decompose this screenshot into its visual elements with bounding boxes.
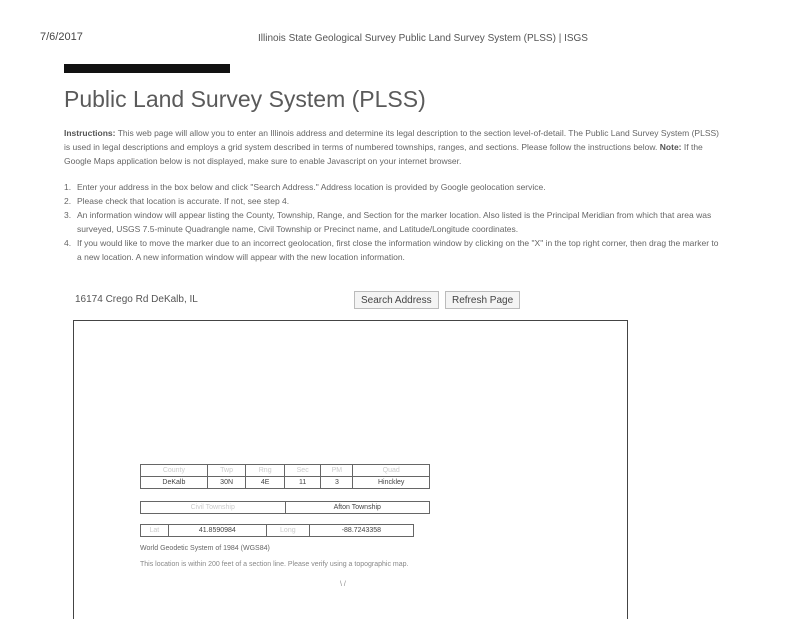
county-value: DeKalb [141, 477, 208, 489]
county-header: County [141, 465, 208, 477]
list-item [64, 180, 724, 194]
meridian-value: 3 [321, 477, 353, 489]
township-header: Twp [207, 465, 246, 477]
datum-text: World Geodetic System of 1984 (WGS84) [140, 545, 270, 552]
note-label: Note: [657, 142, 682, 152]
instructions-text: This web page will allow you to enter an Illinois address and determine its legal description to the section level-of-detail. The Public Land Survey System (PLSS) is used in legal descriptions and employs a grid system described in terms of numbered townships, ranges, and sections. Please follow the instructions below. [64, 128, 719, 152]
table-row [141, 465, 430, 477]
plss-table [140, 464, 430, 489]
civil-township-label: Civil Township [141, 502, 286, 514]
step-number: 4. [64, 238, 72, 248]
quad-header: Quad [353, 465, 430, 477]
page-title: Public Land Survey System (PLSS) [64, 86, 426, 112]
list-item [64, 208, 724, 236]
instruction-steps [64, 180, 724, 264]
quad-value: Hinckley [353, 477, 430, 489]
list-item [64, 194, 724, 208]
civil-township-value: Afton Township [285, 502, 430, 514]
coordinates-table [140, 524, 414, 537]
note-text: If the Google Maps application below is not displayed, make sure to enable Javascript on your internet browser. [64, 142, 703, 166]
range-value: 4E [246, 477, 285, 489]
latitude-label: Lat [141, 525, 169, 537]
table-row [141, 502, 430, 514]
step-text: If you would like to move the marker due to an incorrect geolocation, first close the information window by clicking on the "X" in the top right corner, then drag the marker to a new location. A new information window will appear with the new location information. [77, 238, 719, 262]
table-row [141, 525, 414, 537]
map-marker-icon[interactable]: \ / [340, 581, 346, 588]
longitude-label: Long [266, 525, 309, 537]
refresh-page-button[interactable]: Refresh Page [445, 291, 520, 309]
meridian-header: PM [321, 465, 353, 477]
range-header: Rng [246, 465, 285, 477]
redaction-bar [64, 64, 230, 73]
section-line-note: This location is within 200 feet of a section line. Please verify using a topographic map. [140, 561, 409, 568]
step-text: Please check that location is accurate. If not, see step 4. [77, 196, 290, 206]
print-date: 7/6/2017 [40, 31, 83, 43]
instructions-paragraph [64, 126, 724, 168]
step-number: 1. [64, 182, 72, 192]
instructions-label: Instructions: [64, 128, 116, 138]
print-page-title: Illinois State Geological Survey Public Land Survey System (PLSS) | ISGS [258, 33, 588, 44]
step-text: Enter your address in the box below and click "Search Address." Address location is provided by Google geolocation service. [77, 182, 546, 192]
civil-township-table [140, 501, 430, 514]
section-value: 11 [284, 477, 320, 489]
step-number: 3. [64, 210, 72, 220]
longitude-value: -88.7243358 [309, 525, 413, 537]
search-address-button[interactable]: Search Address [354, 291, 439, 309]
list-item [64, 236, 724, 264]
address-input[interactable]: 16174 Crego Rd DeKalb, IL [75, 294, 198, 305]
step-text: An information window will appear listing the County, Township, Range, and Section for the marker location. Also listed is the Principal Meridian from which that area was surveyed, USGS 7.5-minute Quadrangle name, Civil Township or Precinct name, and Latitude/Longitude coordinates. [77, 210, 712, 234]
latitude-value: 41.8590984 [168, 525, 266, 537]
section-header: Sec [284, 465, 320, 477]
step-number: 2. [64, 196, 72, 206]
township-value: 30N [207, 477, 246, 489]
table-row [141, 477, 430, 489]
